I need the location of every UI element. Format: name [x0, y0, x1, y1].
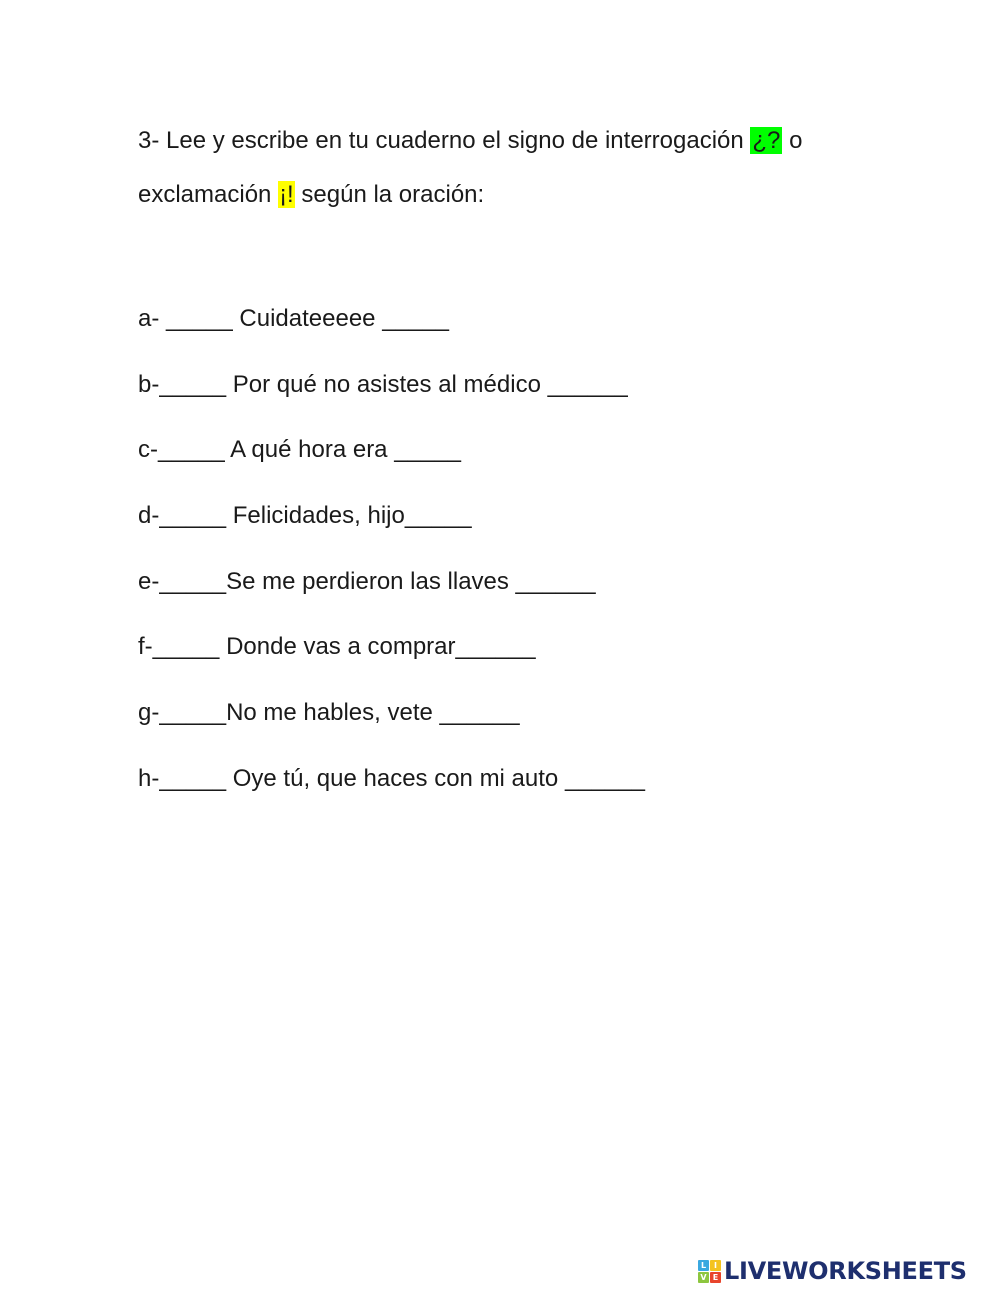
logo-mark-tile-i: I	[710, 1260, 721, 1271]
exercise-item-a: a- _____ Cuidateeeee _____	[138, 305, 449, 332]
logo-mark-tile-v: V	[698, 1272, 709, 1283]
instruction-line-1	[138, 114, 898, 168]
instruction-line-2	[138, 168, 898, 222]
instruction-line-1-suffix: o	[782, 127, 803, 154]
logo-text: LIVEWORKSHEETS	[724, 1257, 967, 1285]
logo-mark-icon	[698, 1260, 721, 1283]
logo-mark-tile-e: E	[710, 1272, 721, 1283]
instruction-line-2-prefix: exclamación	[138, 181, 279, 208]
instruction-line-2-suffix: según la oración:	[294, 181, 485, 208]
exercise-item-d: d-_____ Felicidades, hijo_____	[138, 502, 472, 530]
instruction-line-1-prefix: 3- Lee y escribe en tu cuaderno el signo de interrogación	[138, 127, 751, 154]
exclamation-marks-highlight: ¡!	[279, 181, 294, 208]
logo-mark-tile-l: L	[698, 1260, 709, 1271]
instruction-paragraph	[138, 114, 898, 222]
liveworksheets-logo	[698, 1256, 967, 1286]
exercise-item-f: f-_____ Donde vas a comprar______	[138, 633, 536, 661]
exercise-item-c: c-_____ A qué hora era _____	[138, 436, 461, 464]
exercise-list	[138, 298, 645, 824]
exercise-item-h: h-_____ Oye tú, que haces con mi auto ______	[138, 764, 646, 792]
exercise-item-g: g-_____No me hables, vete ______	[138, 699, 520, 727]
exercise-item-b: b-_____ Por qué no asistes al médico ______	[138, 370, 628, 398]
question-marks-highlight: ¿?	[752, 127, 781, 154]
exercise-item-e: e-_____Se me perdieron las llaves ______	[138, 567, 596, 595]
